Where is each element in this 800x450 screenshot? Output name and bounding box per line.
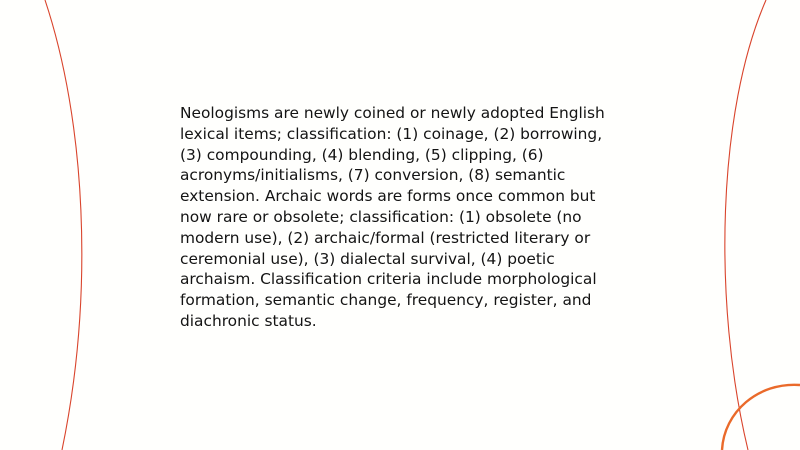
right-curve	[725, 0, 766, 450]
bottom-right-arc	[722, 385, 800, 450]
left-curve	[45, 0, 82, 450]
body-text: Neologisms are newly coined or newly adopted English lexical items; classification: (1) coinage, (2) borrowing, (3) compounding, (4) blending, (5) clipping, (6) acronyms/initialisms, (7) conversion, (8) semantic extension. Archaic words are forms once common but now rare or obsolete; classification: (1) obsolete (no modern use), (2) archaic/formal (restricted literary or ceremonial use), (3) dialectal survival, (4) poetic archaism. Classification criteria include morphological formation, semantic change, frequency, register, and diachronic status.	[180, 104, 605, 330]
